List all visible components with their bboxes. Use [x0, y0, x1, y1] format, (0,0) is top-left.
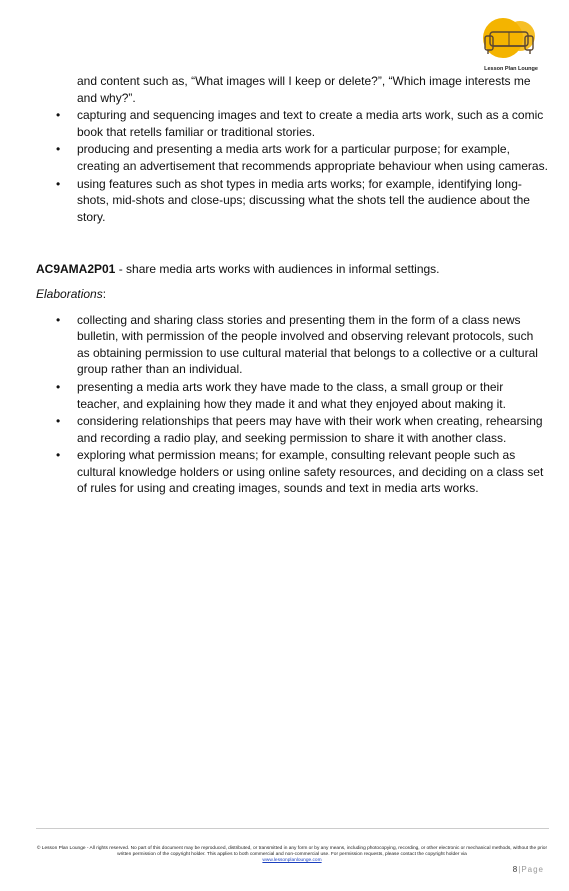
- bullet-icon: •: [56, 312, 61, 327]
- copyright-notice: © Lesson Plan Lounge - All rights reserved. No part of this document may be reproduced, distributed, or transmitted in any form or by any means, including photocopying, recording, or other electronic or mechanical methods, without the prior written permission of the copyright holder. This applies to both commercial and non-commercial use. For permission requests, please contact the copyright holder via www.lessonplanlounge.com: [36, 846, 548, 863]
- content-descriptor: [36, 261, 548, 278]
- bullet-icon: •: [56, 142, 61, 157]
- list-item: • capturing and sequencing images and text to create a media arts work, such as a comic book that retells familiar or traditional stories.: [56, 108, 544, 139]
- list-item: • exploring what permission means; for example, consulting relevant people such as cultural knowledge holders or using online safety resources, and deciding on a class set of rules for using and creating images, sounds and text in media arts works.: [56, 448, 544, 496]
- descriptor-text: - share media arts works with audiences in informal settings.: [115, 262, 440, 277]
- list-item: • considering relationships that peers may have with their work when creating, rehearsing and recording a radio play, and seeking permission to share it with another class.: [56, 414, 543, 445]
- list-item: • collecting and sharing class stories and presenting them in the form of a class news bulletin, with permission of the people involved and observing relevant protocols, such as obtaining permission to use cultural material that belongs to a collective or a cultural group rather than an individual.: [56, 312, 538, 377]
- logo-caption: Lesson Plan Lounge: [484, 66, 538, 72]
- lesson-plan-lounge-logo: [476, 16, 546, 72]
- list-item: • presenting a media arts work they have made to the class, a small group or their teacher, and explaining how they made it and what they enjoyed about making it.: [56, 379, 506, 411]
- page-number: 8|Page: [512, 865, 544, 874]
- elaborations-heading: Elaborations:: [36, 286, 107, 301]
- elaborations-list-2: [36, 312, 548, 498]
- bullet-icon: •: [56, 108, 61, 123]
- bullet-icon: •: [56, 448, 61, 463]
- descriptor-code: AC9AMA2P01: [36, 262, 116, 277]
- bullet-icon: •: [56, 176, 61, 191]
- list-item: • producing and presenting a media arts work for a particular purpose; for example, creating an advertisement that recommends appropriate behaviour when using cameras.: [56, 142, 548, 173]
- bullet-icon: •: [56, 379, 61, 394]
- elaborations-list-1: [36, 107, 548, 225]
- list-item: • using features such as shot types in media arts works; for example, identifying long-shots, mid-shots and close-ups; discussing what the shots tell the audience about the story.: [56, 176, 530, 224]
- footer-divider: [36, 828, 549, 829]
- website-link[interactable]: www.lessonplanlounge.com: [262, 858, 322, 863]
- bullet-icon: •: [56, 414, 61, 429]
- list-item-continuation: and content such as, “What images will I keep or delete?”, “Which image interests me and why?”.: [77, 74, 531, 105]
- sofa-icon: [476, 16, 546, 64]
- document-body: [36, 73, 548, 498]
